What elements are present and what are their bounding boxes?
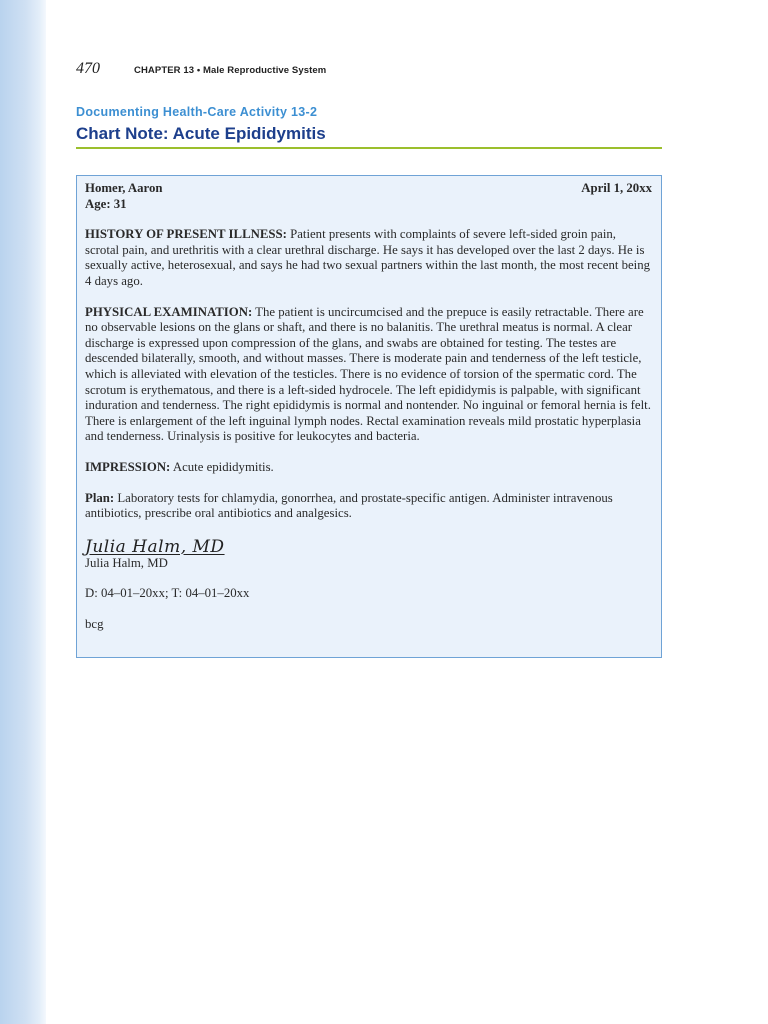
physical-exam-section <box>85 305 652 445</box>
chart-note-box <box>76 175 662 658</box>
signature-name: Julia Halm, MD <box>85 555 168 570</box>
hpi-heading: HISTORY OF PRESENT ILLNESS: <box>85 227 287 242</box>
impression-section <box>85 460 652 476</box>
plan-text: Laboratory tests for chlamydia, gonorrhea, and prostate-specific antigen. Administer intravenous antibiotics, prescribe oral antibiotics and analgesics. <box>85 490 613 521</box>
running-head <box>76 60 326 78</box>
impression-text: Acute epididymitis. <box>170 459 274 474</box>
title-divider <box>76 147 662 149</box>
plan-heading: Plan: <box>85 490 115 505</box>
patient-header <box>85 181 652 197</box>
patient-age: Age: 31 <box>85 196 127 211</box>
physical-exam-text: The patient is uncircumcised and the prepuce is easily retractable. There are no observable lesions on the glans or shaft, and there is no balanitis. The urethral meatus is normal. A clear discharge is expressed upon compression of the glans, and swabs are obtained for testing. The testes are descended bilaterally, smooth, and without masses. There is moderate pain and tenderness of the left testicle, which is alleviated with elevation of the testicles. There is no evidence of torsion of the spermatic cord. The scrotum is erythematous, and there is a left-sided hydrocele. The left epididymis is palpable, with significant induration and tenderness. The right epididymis is normal and nontender. No inguinal or femoral hernia is felt. There is enlargement of the left inguinal lymph nodes. Rectal examination reveals mild prostatic hyperplasia and tenderness. Urinalysis is positive for leukocytes and bacteria. <box>85 304 651 444</box>
plan-section <box>85 491 652 522</box>
dictation-dates: D: 04–01–20xx; T: 04–01–20xx <box>85 586 250 601</box>
activity-title: Chart Note: Acute Epididymitis <box>76 124 326 143</box>
physical-exam-heading: PHYSICAL EXAMINATION: <box>85 304 253 319</box>
handwritten-signature: Julia Halm, MD <box>85 536 225 557</box>
impression-heading: IMPRESSION: <box>85 459 171 474</box>
chapter-heading: CHAPTER 13 • Male Reproductive System <box>134 65 327 76</box>
patient-name: Homer, Aaron <box>85 181 163 195</box>
hpi-text: Patient presents with complaints of severe left-sided groin pain, scrotal pain, and urethritis with a clear urethral discharge. He says it has developed over the last 2 days. He is sexually active, heterosexual, and says he had two sexual partners within the last month, the most recent being 4 days ago. <box>85 227 651 288</box>
page-number: 470 <box>76 60 100 77</box>
activity-label: Documenting Health-Care Activity 13-2 <box>76 105 318 119</box>
hpi-section <box>85 227 652 289</box>
page-edge-band <box>0 0 46 1024</box>
transcriber-initials: bcg <box>85 616 104 631</box>
note-date: April 1, 20xx <box>581 181 652 195</box>
